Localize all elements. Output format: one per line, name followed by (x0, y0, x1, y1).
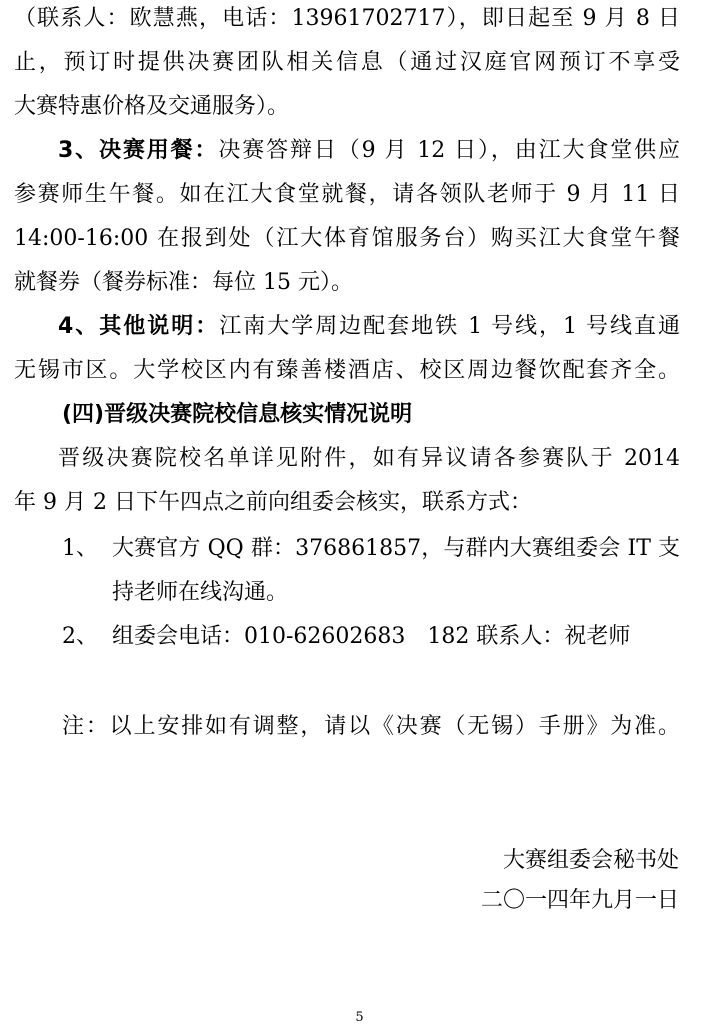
other-heading: 4、其他说明： (58, 314, 220, 339)
paragraph-line: 大赛特惠价格及交通服务）。 (14, 94, 290, 119)
page-number: 5 (355, 1010, 364, 1025)
paragraph-line: 就餐券（餐券标准：每位 15 元）。 (14, 270, 353, 295)
other-text: 江南大学周边配套地铁 1 号线，1 号线直通 (219, 314, 680, 339)
list-number: 2、 (62, 624, 98, 649)
paragraph-line: 止，预订时提供决赛团队相关信息（通过汉庭官网预订不享受 (14, 50, 680, 75)
paragraph-line: 14:00-16:00 在报到处（江大体育馆服务台）购买江大食堂午餐 (14, 226, 680, 251)
section-heading: (四)晋级决赛院校信息核实情况说明 (62, 402, 413, 427)
list-item-text: 持老师在线沟通。 (112, 580, 289, 605)
list-item-text: 大赛官方 QQ 群：376861857，与群内大赛组委会 IT 支 (112, 536, 680, 561)
paragraph-line: 无锡市区。大学校区内有臻善楼酒店、校区周边餐饮配套齐全。 (14, 358, 680, 383)
meal-text: 决赛答辩日（9 月 12 日），由江大食堂供应 (218, 138, 680, 163)
list-item-text: 组委会电话：010-62602683 182 联系人：祝老师 (112, 624, 631, 649)
signature-date: 二〇一四年九月一日 (480, 888, 679, 913)
paragraph-line: （联系人：欧慧燕，电话：13961702717），即日起至 9 月 8 日 (14, 6, 680, 31)
note-line: 注：以上安排如有调整，请以《决赛（无锡）手册》为准。 (62, 714, 680, 739)
list-number: 1、 (62, 536, 98, 561)
paragraph-line: 晋级决赛院校名单详见附件，如有异议请各参赛队于 2014 (58, 446, 680, 471)
paragraph-line: 参赛师生午餐。如在江大食堂就餐，请各领队老师于 9 月 11 日 (14, 182, 680, 207)
paragraph-line: 年 9 月 2 日下午四点之前向组委会核实，联系方式： (14, 490, 532, 515)
meal-paragraph-line (58, 136, 680, 166)
meal-heading: 3、决赛用餐： (58, 138, 219, 163)
other-paragraph-line (58, 312, 680, 342)
signature-org: 大赛组委会秘书处 (502, 848, 679, 873)
